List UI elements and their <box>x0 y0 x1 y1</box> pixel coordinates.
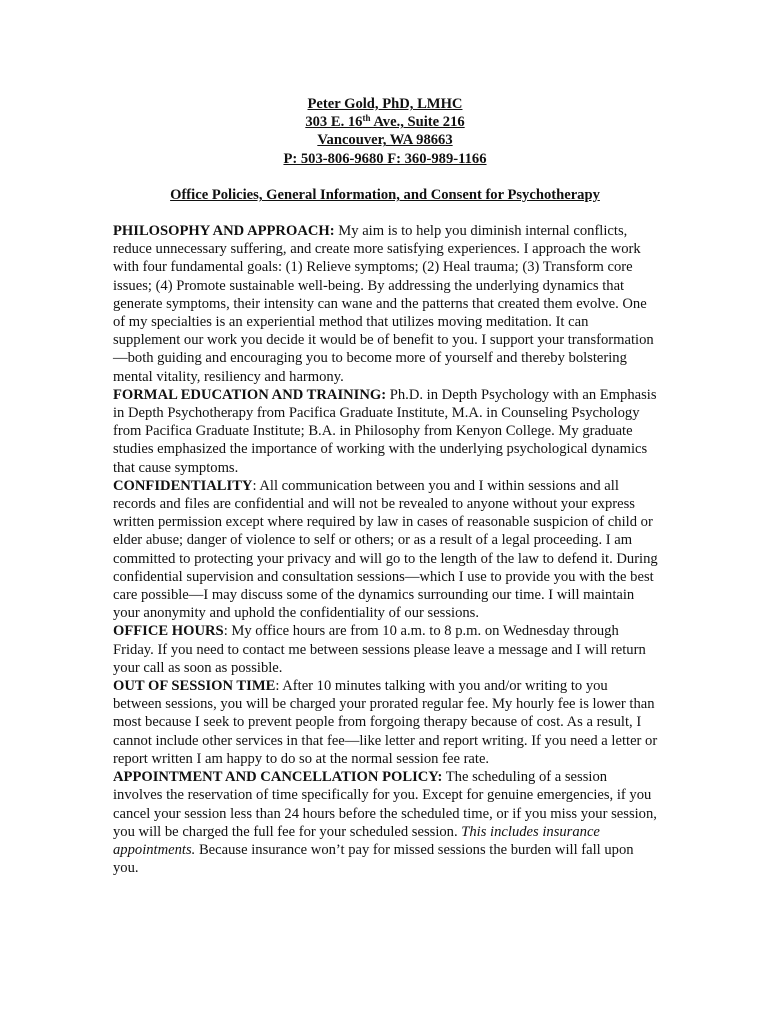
section-philosophy <box>113 222 658 386</box>
section-education <box>113 386 658 477</box>
street-address-ordinal: th <box>362 113 371 124</box>
section-education-heading: FORMAL EDUCATION AND TRAINING: <box>113 386 387 403</box>
letterhead-address-line <box>0 113 770 131</box>
street-address-end: Ave., Suite 216 <box>370 114 465 131</box>
section-appointment-text-emphasis: This includes insurance appointments. <box>113 823 600 858</box>
section-office-hours <box>113 622 658 677</box>
letterhead <box>0 95 770 168</box>
city-state-zip: Vancouver, WA 98663 <box>317 132 453 149</box>
section-out-of-session <box>113 677 658 768</box>
phone-fax: P: 503-806-9680 F: 360-989-1166 <box>283 150 487 167</box>
letterhead-phone-line <box>0 150 770 168</box>
section-out-of-session-text: : After 10 minutes talking with you and/or writing to you between sessions, you will be charged your prorated regular fee. My hourly fee is lower than most because I seek to prevent people from forgoing therapy because of cost. As a result, I cannot include other services in that fee—like letter and report writing. If you need a letter or report written I am happy to do so at the normal session fee rate. <box>113 678 658 767</box>
section-appointment-heading: APPOINTMENT AND CANCELLATION POLICY: <box>113 769 443 786</box>
section-office-hours-heading: OFFICE HOURS <box>113 623 224 640</box>
section-appointment-text-start: The scheduling of a session involves the reservation of time specifically for you. Except for genuine emergencies, if you cancel your session less than 24 hours before the scheduled time, or if you miss your session, you will be charged the full fee for your scheduled session. <box>113 769 657 840</box>
letterhead-name-line <box>0 95 770 113</box>
section-out-of-session-heading: OUT OF SESSION TIME <box>113 678 276 695</box>
document-title: Office Policies, General Information, and Consent for Psychotherapy <box>170 187 600 203</box>
section-confidentiality <box>113 477 658 623</box>
practitioner-name: Peter Gold, PhD, LMHC <box>307 96 463 112</box>
street-address <box>305 114 464 130</box>
letterhead-city-line <box>0 131 770 149</box>
section-confidentiality-text: : All communication between you and I within sessions and all records and files are confidential and will not be revealed to anyone without your express written permission except where required by law in cases of reasonable suspicion of child or elder abuse; danger of violence to self or others; or as a result of a legal proceeding. I am committed to protecting your privacy and will go to the length of the law to defend it. During confidential supervision and consultation sessions—which I use to provide you with the best care possible—I may discuss some of the dynamics surrounding our time. I will maintain your anonymity and uphold the confidentiality of our sessions. <box>113 477 658 622</box>
street-address-start: 303 E. 16 <box>305 114 363 131</box>
document-body <box>113 222 658 877</box>
section-office-hours-text: : My office hours are from 10 a.m. to 8 p.m. on Wednesday through Friday. If you need to contact me between sessions please leave a message and I will return your call as soon as possible. <box>113 623 646 676</box>
section-appointment <box>113 768 658 877</box>
section-appointment-text-end: Because insurance won’t pay for missed sessions the burden will fall upon you. <box>113 841 634 877</box>
section-education-text: Ph.D. in Depth Psychology with an Emphasis in Depth Psychotherapy from Pacifica Graduate Institute, M.A. in Counseling Psychology from Pacifica Graduate Institute; B.A. in Philosophy from Kenyon College. My graduate studies emphasized the importance of working with the underlying psychological dynamics that cause symptoms. <box>113 386 657 476</box>
section-philosophy-heading: PHILOSOPHY AND APPROACH: <box>113 223 335 239</box>
section-confidentiality-heading: CONFIDENTIALITY <box>113 477 253 494</box>
section-philosophy-text: My aim is to help you diminish internal conflicts, reduce unnecessary suffering, and create more satisfying experiences. I approach the work with four fundamental goals: (1) Relieve symptoms; (2) Heal trauma; (3) Transform core issues; (4) Promote sustainable well-being. By addressing the underlying dynamics that generate symptoms, their intensity can wane and the patterns that created them evolve. One of my specialties is an experiential method that utilizes moving meditation. It can supplement our work you decide it would be of benefit to you. I support your transformation—both guiding and encouraging you to become more of yourself and thereby bolstering mental vitality, resiliency and harmony. <box>113 223 654 385</box>
